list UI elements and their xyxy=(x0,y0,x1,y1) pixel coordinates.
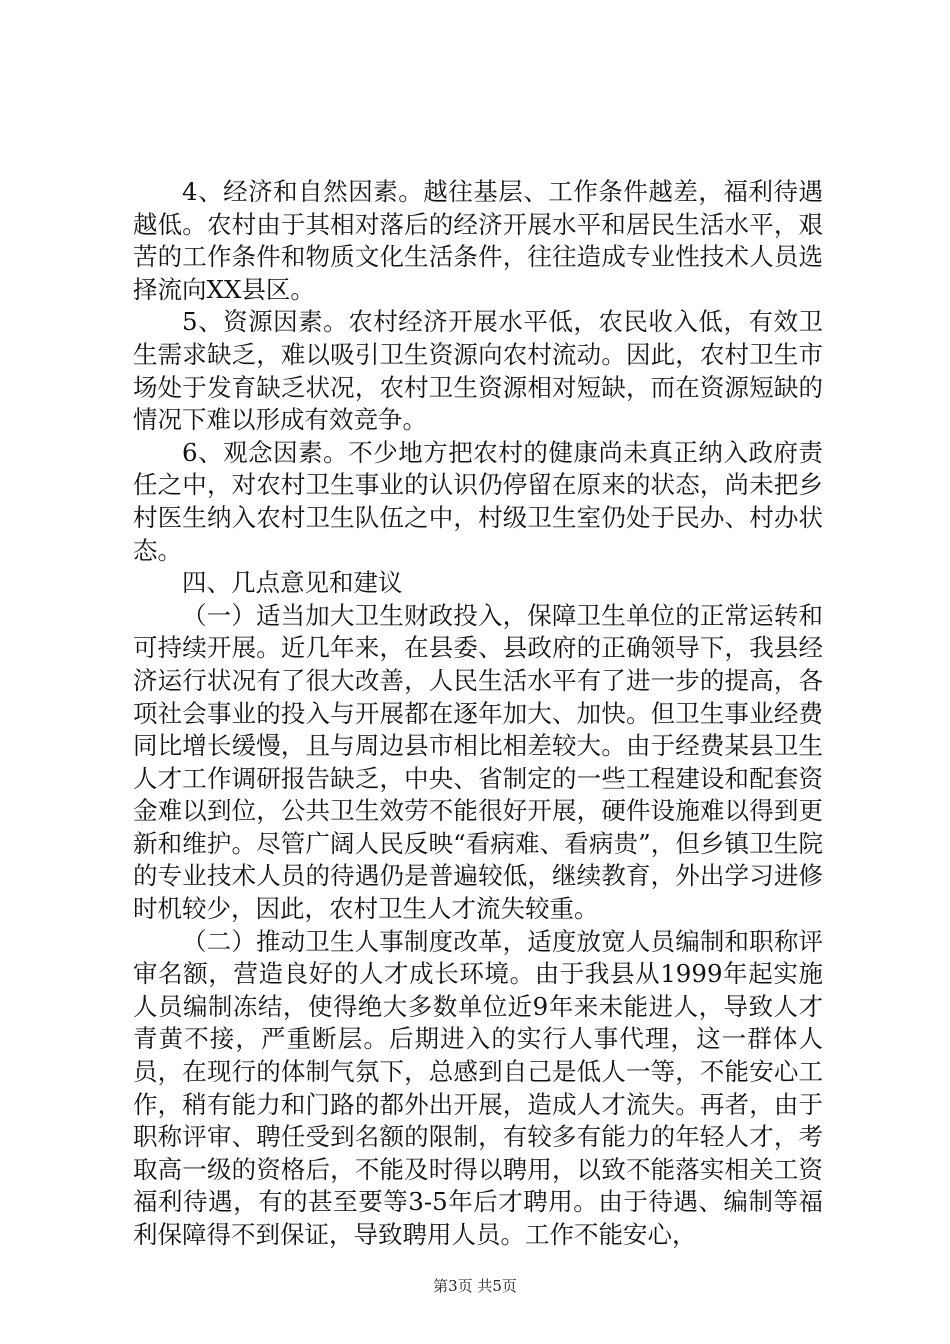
paragraph-concept-factors: 6、观念因素。不少地方把农村的健康尚未真正纳入政府责任之中，对农村卫生事业的认识仍停留在原来的状态，尚未把乡村医生纳入农村卫生队伍之中，村级卫生室仍处于民办、村办状态。 xyxy=(133,437,823,565)
page-footer: 第3页 共5页 xyxy=(433,1277,517,1295)
paragraph-suggestion-1: （一）适当加大卫生财政投入，保障卫生单位的正常运转和可持续开展。近几年来，在县委、县政府的正确领导下，我县经济运行状况有了很大改善，人民生活水平有了进一步的提高，各项社会事业的投入与开展都在逐年加大、加快。但卫生事业经费同比增长缓慢，且与周边县市相比相差较大。由于经费某县卫生人才工作调研报告缺乏，中央、省制定的一些工程建设和配套资金难以到位，公共卫生效劳不能很好开展，硬件设施难以得到更新和维护。尽管广阔人民反映“看病难、看病贵”，但乡镇卫生院的专业技术人员的待遇仍是普遍较低，继续教育，外出学习进修时机较少，因此，农村卫生人才流失较重。 xyxy=(133,600,823,924)
paragraph-resource-factors: 5、资源因素。农村经济开展水平低，农民收入低，有效卫生需求缺乏，难以吸引卫生资源向农村流动。因此，农村卫生市场处于发育缺乏状况，农村卫生资源相对短缺，而在资源短缺的情况下难以形成有效竞争。 xyxy=(133,307,823,435)
section-heading-suggestions: 四、几点意见和建议 xyxy=(182,568,403,598)
paragraph-suggestion-2: （二）推动卫生人事制度改革，适度放宽人员编制和职称评审名额，营造良好的人才成长环境。由于我县从1999年起实施人员编制冻结，使得绝大多数单位近9年来未能进人，导致人才青黄不接，严重断层。后期进入的实行人事代理，这一群体人员，在现行的体制气氛下，总感到自己是低人一等，不能安心工作，稍有能力和门路的都外出开展，造成人才流失。再者，由于职称评审、聘任受到名额的限制，有较多有能力的年轻人才，考取高一级的资格后，不能及时得以聘用，以致不能落实相关工资福利待遇，有的甚至要等3-5年后才聘用。由于待遇、编制等福利保障得不到保证，导致聘用人员。工作不能安心， xyxy=(133,926,823,1249)
paragraph-economic-factors: 4、经济和自然因素。越往基层、工作条件越差，福利待遇越低。农村由于其相对落后的经济开展水平和居民生活水平，艰苦的工作条件和物质文化生活条件，往往造成专业性技术人员选择流向XX县区。 xyxy=(133,177,823,304)
document-body xyxy=(133,176,823,1252)
